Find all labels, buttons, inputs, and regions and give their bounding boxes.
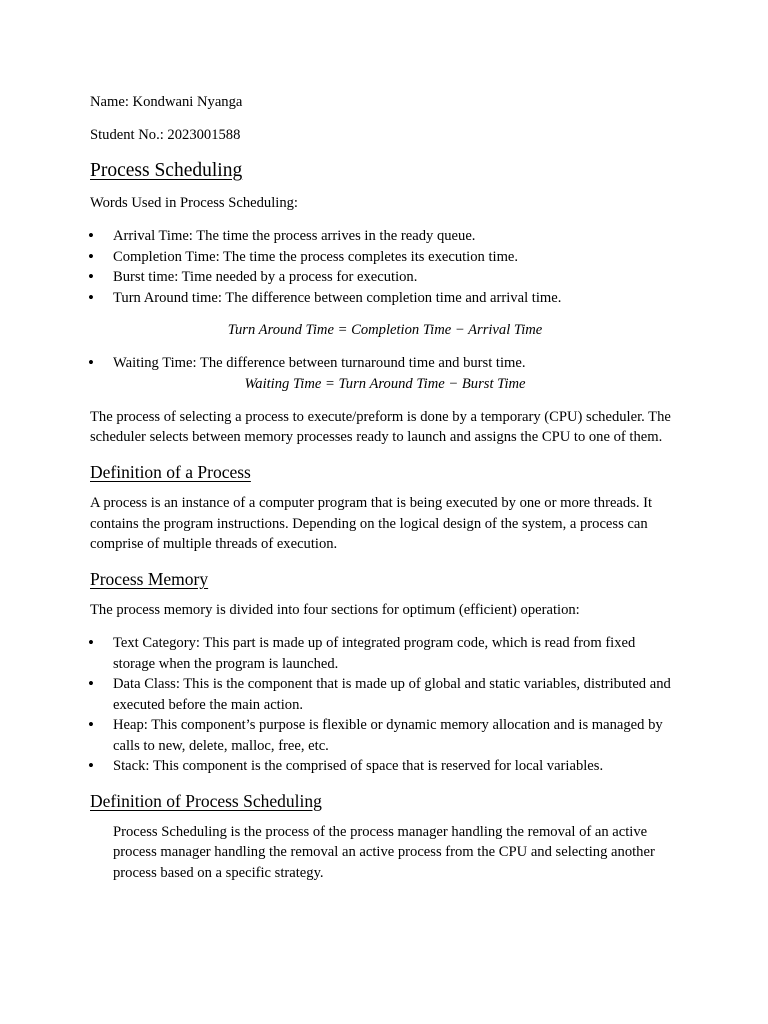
document-title: Process Scheduling bbox=[90, 160, 243, 181]
list-item: • Text Category: This part is made up of integrated program code, which is read from fixed storage when the program is launched. bbox=[90, 633, 680, 674]
definition-scheduling-heading: Definition of Process Scheduling bbox=[90, 790, 322, 811]
waiting-formula: Waiting Time = Turn Around Time − Burst Time bbox=[244, 375, 526, 392]
list-item: • Stack: This component is the comprised of space that is reserved for local variables. bbox=[90, 756, 680, 777]
definition-process-text: A process is an instance of a computer program that is being executed by one or more threads. It contains the program instructions. Depending on the logical design of the system, a process can comprise of multiple threads of execution. bbox=[90, 495, 653, 552]
document-page bbox=[90, 92, 680, 896]
list-item: • Arrival Time: The time the process arrives in the ready queue. bbox=[90, 226, 680, 247]
list-item: • Completion Time: The time the process completes its execution time. bbox=[90, 247, 680, 268]
list-item: • Burst time: Time needed by a process for execution. bbox=[90, 267, 680, 288]
list-item: • Data Class: This is the component that is made up of global and static variables, distributed and executed before the main action. bbox=[90, 674, 680, 715]
student-name: Name: Kondwani Nyanga bbox=[90, 94, 243, 110]
words-intro: Words Used in Process Scheduling: bbox=[90, 195, 298, 211]
definition-scheduling-text: Process Scheduling is the process of the process manager handling the removal of an active process manager handling the removal an active process from the CPU and selecting another process based on a specific strategy. bbox=[113, 823, 655, 881]
selection-paragraph: The process of selecting a process to execute/preform is done by a temporary (CPU) scheduler. The scheduler selects between memory processes ready to launch and assigns the CPU to one of them. bbox=[90, 408, 671, 445]
process-memory-intro: The process memory is divided into four sections for optimum (efficient) operation: bbox=[90, 602, 580, 618]
student-number: Student No.: 2023001588 bbox=[90, 127, 241, 143]
list-item: • Turn Around time: The difference between completion time and arrival time. bbox=[90, 288, 680, 309]
list-item: • Heap: This component’s purpose is flexible or dynamic memory allocation and is managed by calls to new, delete, malloc, free, etc. bbox=[90, 715, 680, 756]
process-memory-heading: Process Memory bbox=[90, 569, 209, 589]
terms-list bbox=[90, 226, 680, 308]
list-item: • Waiting Time: The difference between turnaround time and burst time. bbox=[90, 353, 680, 374]
definition-process-heading: Definition of a Process bbox=[90, 462, 251, 482]
memory-sections-list bbox=[90, 633, 680, 777]
waiting-list bbox=[90, 353, 680, 374]
turnaround-formula: Turn Around Time = Completion Time − Arrival Time bbox=[227, 322, 543, 338]
